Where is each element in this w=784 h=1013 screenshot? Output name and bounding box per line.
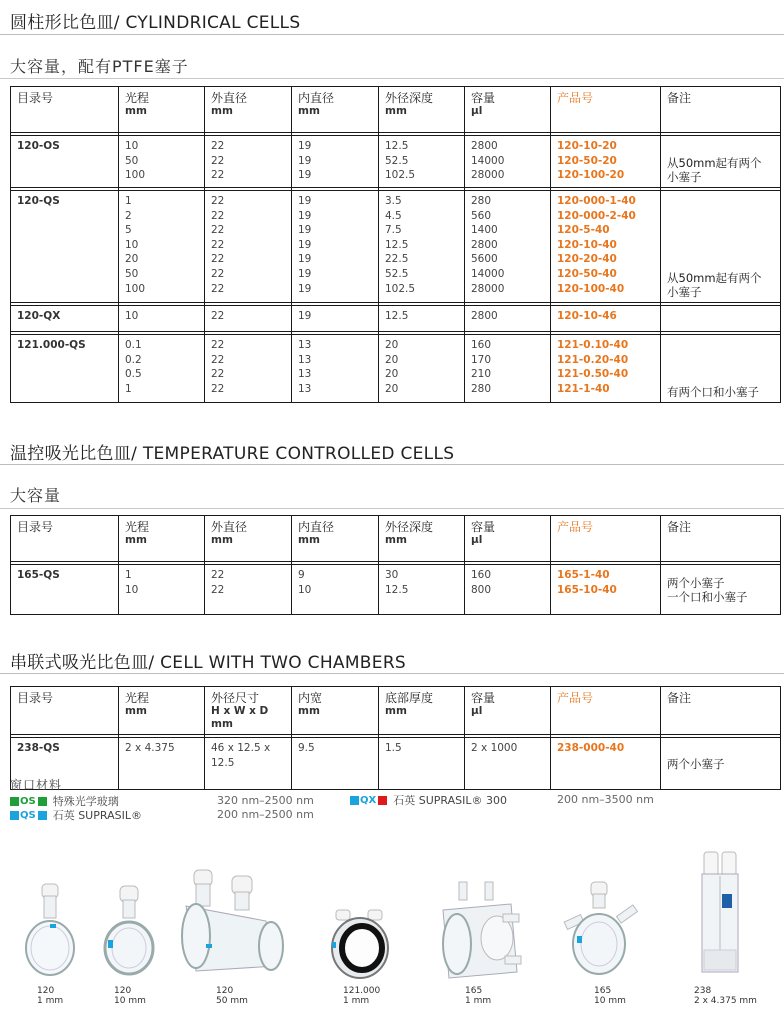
cell-note bbox=[661, 306, 781, 332]
cell-value: 121-1-40 bbox=[557, 382, 610, 395]
header-cell-od bbox=[205, 87, 292, 133]
cell-cat: 238-QS bbox=[11, 738, 119, 790]
cell-value: 120-000-2-40 bbox=[557, 209, 636, 222]
cell-id bbox=[292, 738, 379, 790]
cell-value: 2800 bbox=[471, 310, 498, 322]
header-unit: mm bbox=[125, 105, 147, 117]
cell-value: 22 bbox=[211, 195, 225, 207]
two-chamber-table bbox=[10, 686, 781, 790]
cell-value: 22 bbox=[211, 382, 225, 395]
cell-od bbox=[205, 738, 292, 790]
cell-value: 从50mm起有两个 bbox=[667, 156, 762, 170]
cell-id bbox=[292, 565, 379, 615]
blue-square-icon bbox=[350, 796, 359, 805]
header-unit: mm bbox=[385, 534, 407, 546]
cell-value: 120-100-20 bbox=[557, 169, 625, 182]
cell-id bbox=[292, 306, 379, 332]
cell-value: 160 bbox=[471, 339, 492, 351]
cell-path bbox=[119, 136, 205, 188]
cell-value: 22 bbox=[211, 154, 225, 167]
cell-value: 1 bbox=[125, 382, 132, 395]
header-unit: mm bbox=[385, 105, 407, 117]
header-row bbox=[11, 687, 781, 735]
cell-value: 10 bbox=[298, 583, 312, 596]
green-square-icon bbox=[38, 797, 47, 806]
cell-value: 52.5 bbox=[385, 267, 409, 280]
header-unit: mm bbox=[211, 105, 233, 117]
cell-value: 19 bbox=[298, 267, 312, 280]
cell-value: 12.5 bbox=[385, 238, 409, 251]
section-rule bbox=[0, 673, 784, 674]
cell-value: 22 bbox=[211, 267, 225, 280]
table-row bbox=[11, 565, 781, 615]
header-unit: mm bbox=[298, 534, 320, 546]
cell-value: 100 bbox=[125, 169, 146, 182]
material-range: 200 nm–3500 nm bbox=[557, 793, 654, 806]
cell-od bbox=[205, 136, 292, 188]
cell-value: 12.5 bbox=[385, 583, 409, 596]
cell-note bbox=[661, 191, 781, 303]
header-label: 容量 bbox=[471, 691, 496, 705]
cell-value: 28000 bbox=[471, 282, 505, 295]
blue-square-icon bbox=[38, 811, 47, 820]
cell-value: 46 x 12.5 x bbox=[211, 742, 271, 754]
cell-value: 20 bbox=[385, 368, 399, 381]
cell-id bbox=[292, 191, 379, 303]
green-square-icon bbox=[10, 797, 19, 806]
table-row bbox=[11, 335, 781, 403]
cell-value: 5 bbox=[125, 224, 132, 237]
cell-note bbox=[661, 738, 781, 790]
cell-value: 2800 bbox=[471, 238, 498, 251]
cell-pn bbox=[551, 565, 661, 615]
window-materials-title: 窗口材料 bbox=[10, 778, 63, 792]
cell-value: 120-000-1-40 bbox=[557, 195, 636, 207]
cell-value: 120-5-40 bbox=[557, 224, 610, 237]
header-cell-note bbox=[661, 516, 781, 562]
cell-cat: 121.000-QS bbox=[11, 335, 119, 403]
cell-value: 22 bbox=[211, 310, 225, 322]
cell-value: 22 bbox=[211, 224, 225, 237]
header-cell-id bbox=[292, 687, 379, 735]
cell-vol bbox=[465, 335, 551, 403]
caption-cell-120-1mm: 120 1 mm bbox=[37, 986, 64, 1006]
cell-value: 22 bbox=[211, 583, 225, 596]
cell-od bbox=[205, 335, 292, 403]
cell-id bbox=[292, 136, 379, 188]
cell-depth bbox=[379, 191, 465, 303]
cell-value: 170 bbox=[471, 353, 492, 366]
cell-value: 19 bbox=[298, 195, 312, 207]
cell-value: 两个小塞子 bbox=[667, 575, 725, 590]
cell-value: 120-50-40 bbox=[557, 267, 617, 280]
cell-vol bbox=[465, 191, 551, 303]
cell-value: 165-10-40 bbox=[557, 583, 617, 596]
cell-value: 13 bbox=[298, 382, 312, 395]
cell-pn bbox=[551, 191, 661, 303]
header-label: 目录号 bbox=[17, 691, 54, 705]
red-square-icon bbox=[378, 796, 387, 805]
header-label: 光程 bbox=[125, 691, 150, 705]
header-unit: mm bbox=[125, 705, 147, 717]
cell-value: 19 bbox=[298, 154, 312, 167]
cell-value: 12.5 bbox=[385, 140, 409, 152]
header-cell-vol bbox=[465, 87, 551, 133]
table-row bbox=[11, 738, 781, 790]
cell-path bbox=[119, 335, 205, 403]
cell-120-1mm-image bbox=[20, 882, 80, 982]
header-label: 外直径 bbox=[211, 91, 248, 105]
cell-value: 102.5 bbox=[385, 282, 416, 295]
cell-value: 7.5 bbox=[385, 224, 402, 237]
subtitle-rule bbox=[0, 508, 784, 509]
caption-cell-120-50mm: 120 50 mm bbox=[216, 986, 248, 1006]
cell-value: 1.5 bbox=[385, 742, 402, 754]
cell-value: 19 bbox=[298, 282, 312, 295]
cell-value: 12.5 bbox=[385, 310, 409, 322]
cell-depth bbox=[379, 136, 465, 188]
cell-value: 5600 bbox=[471, 253, 498, 266]
header-cell-note bbox=[661, 687, 781, 735]
cell-value: 9 bbox=[298, 569, 305, 581]
cell-value: 22 bbox=[211, 282, 225, 295]
header-label: 备注 bbox=[667, 520, 692, 534]
header-unit: µl bbox=[471, 105, 483, 117]
temperature-cells-table bbox=[10, 515, 781, 615]
header-label: 产品号 bbox=[557, 520, 594, 534]
cell-value: 10 bbox=[125, 310, 139, 322]
caption-cell-121000-1mm: 121.000 1 mm bbox=[343, 986, 381, 1006]
header-cell-vol bbox=[465, 516, 551, 562]
cell-value: 1 bbox=[125, 569, 132, 581]
cell-value: 280 bbox=[471, 382, 492, 395]
cell-value: 20 bbox=[385, 353, 399, 366]
header-label: 内直径 bbox=[298, 520, 335, 534]
cell-value: 22 bbox=[211, 169, 225, 182]
header-unit: µl bbox=[471, 705, 483, 717]
header-label: 外径尺寸 bbox=[211, 691, 260, 705]
header-cell-path bbox=[119, 516, 205, 562]
material-code: OS bbox=[20, 795, 36, 807]
material-range: 200 nm–2500 nm bbox=[217, 808, 314, 821]
caption-cell-120-10mm: 120 10 mm bbox=[114, 986, 146, 1006]
header-label: 容量 bbox=[471, 91, 496, 105]
cell-value: 19 bbox=[298, 140, 312, 152]
subtitle-rule bbox=[0, 78, 784, 79]
material-range: 320 nm–2500 nm bbox=[217, 794, 314, 807]
cell-value: 20 bbox=[385, 382, 399, 395]
cell-path bbox=[119, 306, 205, 332]
cell-value: 两个小塞子 bbox=[667, 756, 725, 771]
cell-path bbox=[119, 191, 205, 303]
cell-path bbox=[119, 738, 205, 790]
cell-value: 19 bbox=[298, 253, 312, 266]
table-row bbox=[11, 136, 781, 188]
cell-cat: 120-QS bbox=[11, 191, 119, 303]
cell-value: 0.2 bbox=[125, 353, 142, 366]
header-cell-path bbox=[119, 87, 205, 133]
cell-value: 22 bbox=[211, 238, 225, 251]
cell-value: 121-0.50-40 bbox=[557, 368, 629, 381]
header-unit: mm bbox=[298, 105, 320, 117]
cell-value: 560 bbox=[471, 209, 492, 222]
cylindrical-cells-table bbox=[10, 86, 781, 403]
header-unit: H x W x D mm bbox=[211, 705, 269, 730]
material-qs bbox=[10, 807, 142, 823]
cell-value: 280 bbox=[471, 195, 492, 207]
cell-value: 120-50-20 bbox=[557, 154, 617, 167]
header-cell-depth bbox=[379, 87, 465, 133]
header-cell-pn bbox=[551, 87, 661, 133]
cell-depth bbox=[379, 738, 465, 790]
header-label: 产品号 bbox=[557, 691, 594, 705]
cell-value: 14000 bbox=[471, 267, 505, 280]
cell-value: 50 bbox=[125, 267, 139, 280]
cell-value: 19 bbox=[298, 209, 312, 222]
cell-pn bbox=[551, 136, 661, 188]
cell-value: 22 bbox=[211, 368, 225, 381]
cell-value: 19 bbox=[298, 169, 312, 182]
cell-value: 30 bbox=[385, 569, 399, 581]
cell-pn bbox=[551, 306, 661, 332]
cell-od bbox=[205, 191, 292, 303]
section-title-cylindrical: 圆柱形比色皿/ CYLINDRICAL CELLS bbox=[10, 13, 301, 33]
cell-depth bbox=[379, 335, 465, 403]
cell-value: 22 bbox=[211, 339, 225, 351]
header-cell-depth bbox=[379, 516, 465, 562]
header-unit: mm bbox=[125, 534, 147, 546]
cell-value: 120-10-46 bbox=[557, 310, 617, 322]
cell-value: 238-000-40 bbox=[557, 742, 625, 754]
cell-value: 165-1-40 bbox=[557, 569, 610, 581]
cell-value: 10 bbox=[125, 583, 139, 596]
cell-id bbox=[292, 335, 379, 403]
cell-value: 9.5 bbox=[298, 742, 315, 754]
cell-238-image bbox=[700, 850, 744, 976]
cell-pn bbox=[551, 738, 661, 790]
header-row bbox=[11, 87, 781, 133]
cell-value: 2 bbox=[125, 209, 132, 222]
section-title-two-chambers: 串联式吸光比色皿/ CELL WITH TWO CHAMBERS bbox=[10, 653, 407, 673]
cell-value: 160 bbox=[471, 569, 492, 581]
header-cell-id bbox=[292, 516, 379, 562]
header-cell-pn bbox=[551, 516, 661, 562]
header-label: 备注 bbox=[667, 691, 692, 705]
header-label: 备注 bbox=[667, 91, 692, 105]
blue-square-icon bbox=[10, 811, 19, 820]
cell-value: 19 bbox=[298, 224, 312, 237]
subtitle-large-volume: 大容量 bbox=[10, 486, 62, 505]
header-label: 内宽 bbox=[298, 691, 323, 705]
header-label: 外径深度 bbox=[385, 91, 434, 105]
cell-value: 一个口和小塞子 bbox=[667, 589, 748, 604]
cell-value: 2800 bbox=[471, 140, 498, 152]
table-row bbox=[11, 306, 781, 332]
cell-value: 102.5 bbox=[385, 169, 416, 182]
cell-note bbox=[661, 136, 781, 188]
header-unit: mm bbox=[298, 705, 320, 717]
cell-vol bbox=[465, 136, 551, 188]
cell-od bbox=[205, 565, 292, 615]
cell-165-10mm-image bbox=[563, 880, 639, 984]
header-label: 外直径 bbox=[211, 520, 248, 534]
cell-121000-1mm-image bbox=[328, 904, 390, 984]
cell-value: 2 x 4.375 bbox=[125, 742, 175, 754]
cell-value: 120-100-40 bbox=[557, 282, 625, 295]
cell-value: 4.5 bbox=[385, 209, 402, 222]
material-code: QS bbox=[20, 809, 36, 821]
cell-value: 52.5 bbox=[385, 154, 409, 167]
header-label: 底部厚度 bbox=[385, 691, 434, 705]
cell-value: 22.5 bbox=[385, 253, 409, 266]
header-label: 光程 bbox=[125, 520, 150, 534]
header-cell-pn bbox=[551, 687, 661, 735]
cell-value: 13 bbox=[298, 339, 312, 351]
header-cell-cat bbox=[11, 687, 119, 735]
header-cell-path bbox=[119, 687, 205, 735]
cell-depth bbox=[379, 565, 465, 615]
cell-note bbox=[661, 335, 781, 403]
cell-value: 28000 bbox=[471, 169, 505, 182]
cell-vol bbox=[465, 738, 551, 790]
header-cell-note bbox=[661, 87, 781, 133]
header-cell-depth bbox=[379, 687, 465, 735]
header-label: 目录号 bbox=[17, 520, 54, 534]
material-code: QX bbox=[360, 794, 377, 806]
cell-value: 120-10-40 bbox=[557, 238, 617, 251]
header-label: 内直径 bbox=[298, 91, 335, 105]
cell-value: 22 bbox=[211, 209, 225, 222]
cell-value: 1400 bbox=[471, 224, 498, 237]
cell-value: 小塞子 bbox=[667, 170, 702, 184]
cell-value: 小塞子 bbox=[667, 285, 702, 299]
header-label: 容量 bbox=[471, 520, 496, 534]
cell-value: 10 bbox=[125, 238, 139, 251]
cell-note bbox=[661, 565, 781, 615]
cell-value: 210 bbox=[471, 368, 492, 381]
cell-vol bbox=[465, 565, 551, 615]
header-row bbox=[11, 516, 781, 562]
cell-pn bbox=[551, 335, 661, 403]
header-unit: µl bbox=[471, 534, 483, 546]
section-title-temperature: 温控吸光比色皿/ TEMPERATURE CONTROLLED CELLS bbox=[10, 444, 455, 464]
cell-value: 有两个口和小塞子 bbox=[667, 385, 759, 399]
cell-vol bbox=[465, 306, 551, 332]
cell-od bbox=[205, 306, 292, 332]
header-cell-od bbox=[205, 516, 292, 562]
subtitle-large-volume-ptfe: 大容量，配有PTFE塞子 bbox=[10, 57, 189, 76]
cell-value: 0.5 bbox=[125, 368, 142, 381]
cell-value: 从50mm起有两个 bbox=[667, 271, 762, 285]
cell-value: 121-0.20-40 bbox=[557, 353, 629, 366]
cell-value: 50 bbox=[125, 154, 139, 167]
cell-value: 19 bbox=[298, 310, 312, 322]
caption-cell-238: 238 2 x 4.375 mm bbox=[694, 986, 757, 1006]
cell-value: 10 bbox=[125, 140, 139, 152]
cell-value: 20 bbox=[385, 339, 399, 351]
header-cell-cat bbox=[11, 516, 119, 562]
header-label: 光程 bbox=[125, 91, 150, 105]
material-label: 石英 SUPRASIL® bbox=[52, 809, 142, 822]
cell-value: 0.1 bbox=[125, 339, 142, 351]
table-row bbox=[11, 191, 781, 303]
cell-value: 22 bbox=[211, 569, 225, 581]
section-rule bbox=[0, 464, 784, 465]
cell-value: 22 bbox=[211, 253, 225, 266]
section-rule bbox=[0, 34, 784, 35]
cell-value: 121-0.10-40 bbox=[557, 339, 629, 351]
cell-value: 2 x 1000 bbox=[471, 742, 518, 754]
material-qx bbox=[350, 792, 507, 808]
cell-165-1mm-image bbox=[435, 880, 525, 984]
cell-value: 1 bbox=[125, 195, 132, 207]
header-label: 产品号 bbox=[557, 91, 594, 105]
cell-cat: 120-OS bbox=[11, 136, 119, 188]
header-unit: mm bbox=[385, 705, 407, 717]
cell-value: 12.5 bbox=[211, 756, 235, 769]
cell-depth bbox=[379, 306, 465, 332]
cell-value: 14000 bbox=[471, 154, 505, 167]
cell-value: 13 bbox=[298, 353, 312, 366]
cell-value: 22 bbox=[211, 353, 225, 366]
header-cell-id bbox=[292, 87, 379, 133]
cell-path bbox=[119, 565, 205, 615]
caption-cell-165-10mm: 165 10 mm bbox=[594, 986, 626, 1006]
caption-cell-165-1mm: 165 1 mm bbox=[465, 986, 492, 1006]
cell-120-10mm-image bbox=[100, 882, 160, 982]
material-label: 特殊光学玻璃 bbox=[52, 795, 119, 808]
material-label: 石英 SUPRASIL® 300 bbox=[393, 794, 507, 807]
cell-value: 120-20-40 bbox=[557, 253, 617, 266]
header-cell-vol bbox=[465, 687, 551, 735]
cell-cat: 120-QX bbox=[11, 306, 119, 332]
cell-value: 120-10-20 bbox=[557, 140, 617, 152]
cell-120-50mm-image bbox=[176, 866, 286, 986]
header-cell-cat bbox=[11, 87, 119, 133]
cell-value: 22 bbox=[211, 140, 225, 152]
cell-value: 800 bbox=[471, 583, 492, 596]
cell-value: 13 bbox=[298, 368, 312, 381]
cell-value: 19 bbox=[298, 238, 312, 251]
cell-value: 3.5 bbox=[385, 195, 402, 207]
header-label: 目录号 bbox=[17, 91, 54, 105]
cell-value: 100 bbox=[125, 282, 146, 295]
header-cell-od bbox=[205, 687, 292, 735]
cell-cat: 165-QS bbox=[11, 565, 119, 615]
cell-value: 20 bbox=[125, 253, 139, 266]
header-unit: mm bbox=[211, 534, 233, 546]
header-label: 外径深度 bbox=[385, 520, 434, 534]
